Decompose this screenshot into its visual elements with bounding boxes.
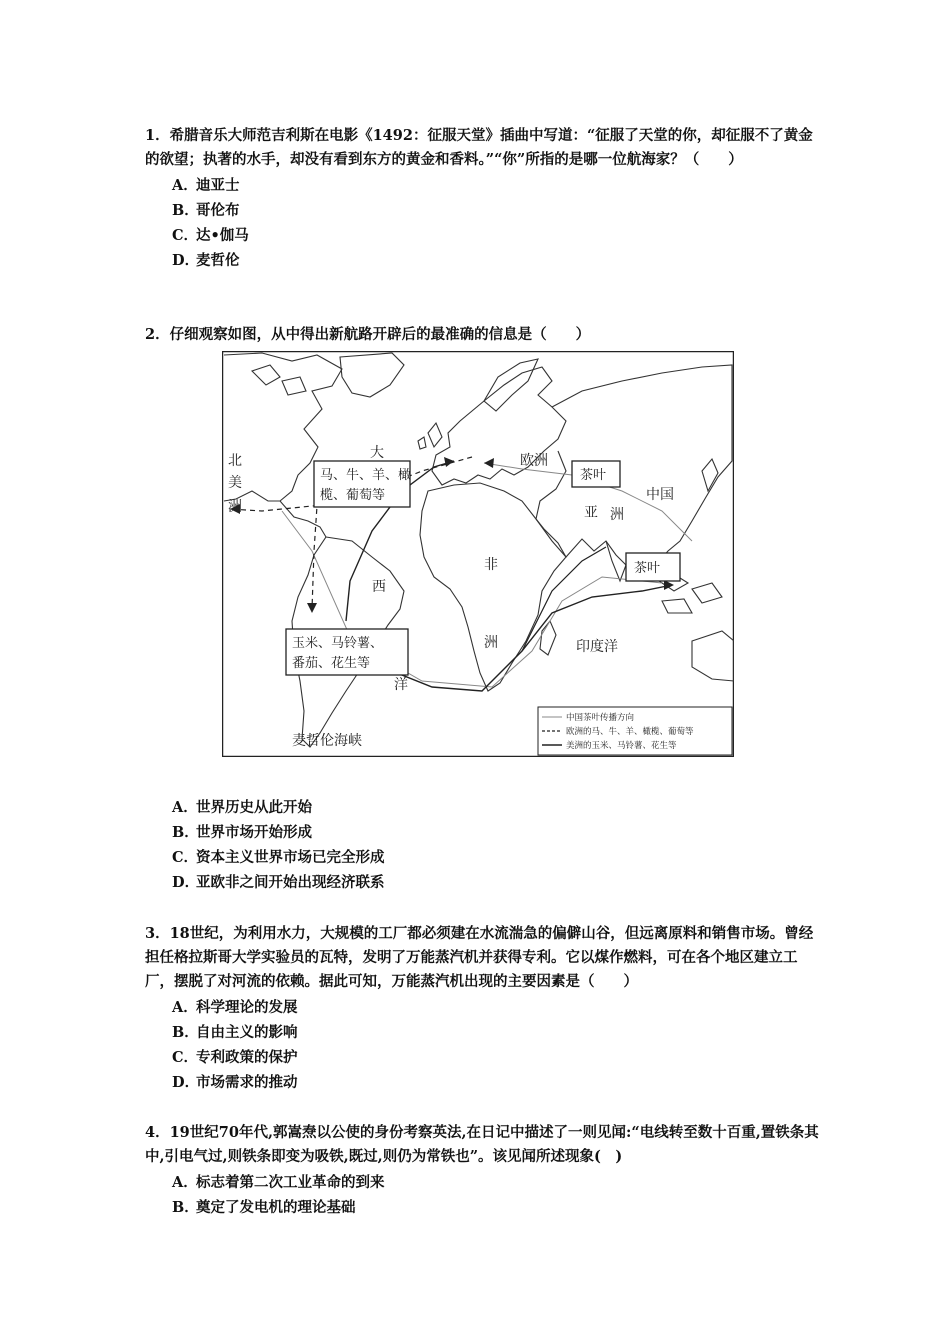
- question-stem: [145, 922, 825, 994]
- question-text: 仔细观察如图，从中得出新航路开辟后的最准确的信息是（ ）: [169, 326, 591, 343]
- option-letter: B．: [172, 1024, 199, 1041]
- option-text: 世界市场开始形成: [196, 824, 312, 841]
- label-magellan-strait: 麦哲伦海峡: [292, 733, 362, 749]
- option-letter: B．: [172, 202, 199, 219]
- callout-tea-east: [626, 553, 680, 581]
- map-legend: [538, 707, 732, 755]
- option-text: 市场需求的推动: [196, 1074, 298, 1091]
- callout-text: 榄、葡萄等: [320, 488, 386, 503]
- option-a[interactable]: [172, 1171, 825, 1196]
- legend-label: 美洲的玉米、马铃薯、花生等: [566, 741, 677, 751]
- callout-american-crops: [286, 629, 408, 675]
- option-letter: A．: [172, 1174, 198, 1191]
- option-letter: B．: [172, 1199, 199, 1216]
- option-b[interactable]: [172, 820, 385, 845]
- callout-text: 茶叶: [580, 468, 607, 483]
- label-atlantic-2: 西: [372, 579, 386, 595]
- question-2: [145, 323, 825, 347]
- option-a[interactable]: [172, 996, 825, 1021]
- option-text: 哥伦布: [196, 202, 240, 219]
- label-north-america-3: 洲: [228, 499, 242, 515]
- legend-label: 欧洲的马、牛、羊、橄榄、葡萄等: [566, 727, 694, 737]
- option-d[interactable]: [172, 1071, 825, 1096]
- option-text: 亚欧非之间开始出现经济联系: [196, 874, 385, 891]
- question-text: 希腊音乐大师范吉利斯在电影《1492：征服天堂》插曲中写道：“征服了天堂的你，却征服不了黄金的欲望；执著的水手，却没有看到东方的黄金和香料。”“你”所指的是哪一位航海家？（ ）: [145, 127, 813, 168]
- option-text: 奠定了发电机的理论基础: [196, 1199, 356, 1216]
- option-list: [145, 174, 825, 274]
- option-letter: A．: [172, 999, 198, 1016]
- label-atlantic-1: 大: [370, 445, 384, 461]
- option-a[interactable]: [172, 795, 385, 820]
- option-a[interactable]: [172, 174, 825, 199]
- option-text: 自由主义的影响: [196, 1024, 298, 1041]
- label-asia-2: 洲: [610, 507, 624, 523]
- option-list: [145, 996, 825, 1096]
- label-atlantic-3: 洋: [394, 677, 408, 693]
- question-number: 2．: [145, 326, 170, 343]
- label-indian-ocean: 印度洋: [576, 639, 618, 655]
- option-text: 专利政策的保护: [196, 1049, 298, 1066]
- label-africa-1: 非: [484, 557, 498, 573]
- question-3: [145, 922, 825, 1096]
- label-north-america-1: 北: [228, 453, 242, 469]
- callout-text: 玉米、马铃薯、: [292, 636, 384, 651]
- question-text: 19世纪70年代,郭嵩焘以公使的身份考察英法,在日记中描述了一则见闻:“电线转至数十百重,置铁条其中,引电气过,则铁条即变为吸铁,既过,则仍为常铁也”。该见闻所述现象( ): [145, 1124, 819, 1165]
- option-text: 麦哲伦: [196, 252, 240, 269]
- option-letter: D．: [172, 252, 200, 269]
- question-1: [145, 124, 825, 274]
- option-text: 科学理论的发展: [196, 999, 298, 1016]
- question-text: 18世纪，为利用水力，大规模的工厂都必须建在水流湍急的偏僻山谷，但远离原料和销售市场。曾经担任格拉斯哥大学实验员的瓦特，发明了万能蒸汽机并获得专利。它以煤作燃料，可在各个地区建立工厂，摆脱了对河流的依赖。据此可知，万能蒸汽机出现的主要因素是（ ）: [145, 925, 814, 990]
- label-africa-2: 洲: [484, 635, 498, 651]
- question-stem: [145, 1121, 825, 1169]
- option-letter: D．: [172, 1074, 200, 1091]
- option-text: 迪亚士: [196, 177, 240, 194]
- legend-label: 中国茶叶传播方向: [566, 713, 635, 723]
- option-letter: A．: [172, 799, 198, 816]
- question-stem: [145, 124, 825, 172]
- option-c[interactable]: [172, 1046, 825, 1071]
- map-svg: [222, 351, 734, 757]
- callout-europe-goods: [314, 461, 411, 507]
- callout-text: 马、牛、羊、橄: [320, 468, 412, 483]
- option-letter: B．: [172, 824, 199, 841]
- option-b[interactable]: [172, 1196, 825, 1221]
- option-letter: C．: [172, 849, 199, 866]
- option-list: [145, 1171, 825, 1221]
- label-asia-1: 亚: [584, 505, 598, 521]
- callout-tea-west: [572, 461, 620, 487]
- trade-route-map: [222, 351, 734, 757]
- option-d[interactable]: [172, 249, 825, 274]
- option-c[interactable]: [172, 845, 385, 870]
- option-letter: C．: [172, 227, 199, 244]
- question-number: 1．: [145, 127, 170, 144]
- callout-text: 番茄、花生等: [292, 656, 371, 671]
- option-text: 世界历史从此开始: [196, 799, 312, 816]
- label-europe: 欧洲: [520, 453, 548, 469]
- option-text: 资本主义世界市场已完全形成: [196, 849, 385, 866]
- callout-text: 茶叶: [634, 561, 661, 576]
- option-text: 标志着第二次工业革命的到来: [196, 1174, 385, 1191]
- option-d[interactable]: [172, 870, 385, 895]
- question-stem: [145, 323, 825, 347]
- option-c[interactable]: [172, 224, 825, 249]
- option-text: 达•伽马: [196, 227, 249, 244]
- question-4: [145, 1121, 825, 1221]
- label-china: 中国: [646, 487, 674, 503]
- option-letter: C．: [172, 1049, 199, 1066]
- option-letter: D．: [172, 874, 200, 891]
- option-letter: A．: [172, 177, 198, 194]
- question-2-options: [172, 795, 385, 895]
- option-b[interactable]: [172, 199, 825, 224]
- option-b[interactable]: [172, 1021, 825, 1046]
- question-number: 4．: [145, 1124, 170, 1141]
- question-number: 3．: [145, 925, 170, 942]
- label-north-america-2: 美: [228, 475, 242, 491]
